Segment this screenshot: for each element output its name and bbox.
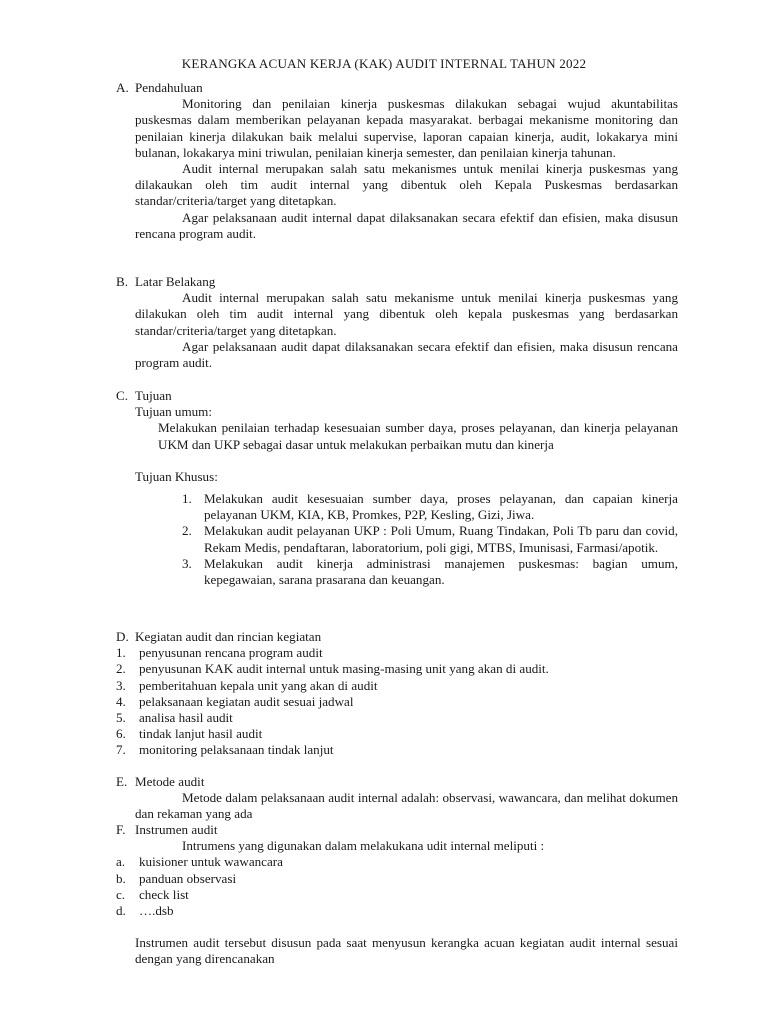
section-latar-belakang <box>116 274 678 371</box>
section-letter: A. <box>116 80 129 95</box>
section-kegiatan-audit <box>116 629 678 759</box>
list-item: 2. Melakukan audit pelayanan UKP : Poli Umum, Ruang Tindakan, Poli Tb paru dan covid, Rekam Medis, pendaftaran, laboratorium, poli gigi, MTBS, Imunisasi, Farmasi/apotik. <box>182 523 678 555</box>
section-instrumen-audit <box>116 822 678 968</box>
list-item: 1. penyusunan rencana program audit <box>116 645 323 661</box>
document-title: KERANGKA ACUAN KERJA (KAK) AUDIT INTERNAL TAHUN 2022 <box>181 56 587 71</box>
section-heading: Metode audit <box>135 774 205 789</box>
list-item: 3. pemberitahuan kepala unit yang akan di audit <box>116 677 378 693</box>
section-heading: Instrumen audit <box>135 822 218 837</box>
tujuan-umum-label: Tujuan umum: <box>135 404 213 420</box>
paragraph: Audit internal merupakan salah satu mekanismes untuk menilai kinerja puskesmas yang dilakaukan oleh tim audit internal yang dibentuk oleh Kepala Puskesmas berdasarkan standar/criteria/target yang ditetapkan. <box>135 161 678 209</box>
list-item: 6. tindak lanjut hasil audit <box>116 726 263 742</box>
section-heading: Tujuan <box>135 388 172 403</box>
tujuan-khusus-list <box>182 491 678 588</box>
list-item: 1. Melakukan audit kesesuaian sumber daya, proses pelayanan, dan capaian kinerja pelayanan UKM, KIA, KB, Promkes, P2P, Kesling, Gizi, Jiwa. <box>182 491 678 523</box>
list-item: d. ….dsb <box>116 903 174 919</box>
section-heading: Latar Belakang <box>135 274 216 289</box>
section-metode-audit <box>116 774 678 823</box>
list-item: a. kuisioner untuk wawancara <box>116 854 283 870</box>
list-item: 3. Melakukan audit kinerja administrasi manajemen puskesmas: bagian umum, kepegawaian, sarana prasarana dan keuangan. <box>182 555 678 588</box>
paragraph: Metode dalam pelaksanaan audit internal adalah: observasi, wawancara, dan melihat dokumen dan rekaman yang ada <box>135 790 678 822</box>
section-pendahuluan <box>116 80 678 242</box>
tujuan-khusus-label: Tujuan Khusus: <box>135 468 218 484</box>
paragraph: Agar pelaksanaan audit dapat dilaksanakan secara efektif dan efisien, maka disusun rencana program audit. <box>135 338 678 371</box>
section-letter: C. <box>116 388 129 403</box>
section-letter: D. <box>116 629 129 644</box>
section-heading: Pendahuluan <box>135 80 203 95</box>
paragraph: Monitoring dan penilaian kinerja puskesmas dilakukan sebagai wujud akuntabilitas puskesmas dalam memberikan pelayanan kepada masyarakat. berbagai mekanisme monitoring dan penilaian kinerja dilakukan baik melalui supervise, laporan capaian kinerja, audit, lokakarya mini bulanan, lokakarya mini triwulan, penilaian kinerja semester, dan penilaian kinerja tahunan. <box>135 96 678 160</box>
instrumen-closing: Instrumen audit tersebut disusun pada saat menyusun kerangka acuan kegiatan audit internal sesuai dengan yang direncanakan <box>135 935 678 967</box>
paragraph: Agar pelaksanaan audit internal dapat dilaksanakan secara efektif dan efisien, maka disusun rencana program audit. <box>135 209 678 241</box>
list-item: b. panduan observasi <box>116 870 237 886</box>
section-letter: B. <box>116 274 129 289</box>
section-tujuan <box>116 388 678 588</box>
list-item: c. check list <box>116 886 189 902</box>
paragraph: Audit internal merupakan salah satu mekanisme untuk menilai kinerja puskesmas yang dilakukan oleh tim audit internal yang dibentuk oleh kepala puskesmas yang berdasarkan standar/criteria/target yang ditetapkan. <box>135 290 678 338</box>
instrumen-list <box>116 854 678 919</box>
list-item: 7. monitoring pelaksanaan tindak lanjut <box>116 742 334 758</box>
tujuan-umum-text: Melakukan penilaian terhadap kesesuaian sumber daya, proses pelayanan, dan kinerja pelayanan UKM dan UKP sebagai dasar untuk melakukan perbaikan mutu dan kinerja <box>158 420 678 452</box>
instrumen-intro: Intrumens yang digunakan dalam melakukana udit internal meliputi : <box>182 838 545 854</box>
list-item: 2. penyusunan KAK audit internal untuk masing-masing unit yang akan di audit. <box>116 661 549 677</box>
kegiatan-list <box>116 645 678 758</box>
list-item: 5. analisa hasil audit <box>116 710 233 726</box>
section-heading: Kegiatan audit dan rincian kegiatan <box>135 629 322 644</box>
section-letter: E. <box>116 774 128 789</box>
list-item: 4. pelaksanaan kegiatan audit sesuai jadwal <box>116 693 354 709</box>
section-letter: F. <box>116 822 126 837</box>
